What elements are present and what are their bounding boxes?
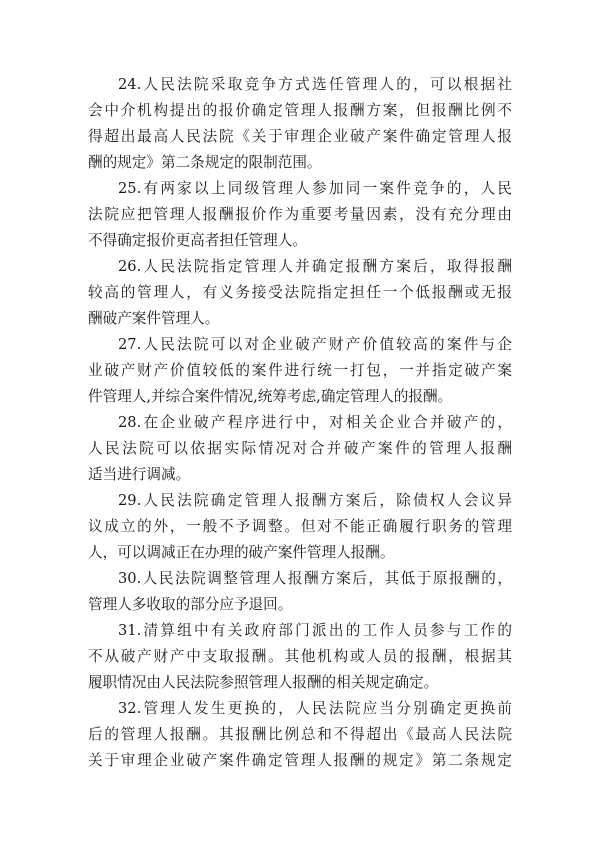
text-line: 27.人民法院可以对企业破产财产价值较高的案件与企 — [118, 336, 512, 353]
text-line: 人民法院可以依据实际情况对合并破产案件的管理人报酬 — [88, 440, 512, 457]
text-line: 适当进行调减。 — [88, 466, 191, 483]
text-line: 业破产财产价值较低的案件进行统一打包，一并指定破产案 — [88, 362, 512, 379]
text-line: 32.管理人发生更换的，人民法院应当分别确定更换前 — [118, 700, 512, 717]
text-line: 议成立的外，一般不予调整。但对不能正确履行职务的管理 — [88, 518, 512, 535]
text-line: 31.清算组中有关政府部门派出的工作人员参与工作的 — [118, 622, 512, 639]
text-line: 关于审理企业破产案件确定管理人报酬的规定》第二条规定 — [88, 752, 512, 769]
text-line: 件管理人,并综合案件情况,统筹考虑,确定管理人的报酬。 — [88, 388, 453, 405]
text-line: 酬的规定》第二条规定的限制范围。 — [88, 154, 322, 171]
text-line: 25.有两家以上同级管理人参加同一案件竞争的，人民 — [118, 180, 512, 197]
text-line: 会中介机构提出的报价确定管理人报酬方案，但报酬比例不 — [88, 102, 512, 119]
text-line: 得超出最高人民法院《关于审理企业破产案件确定管理人报 — [88, 128, 512, 145]
text-line: 人，可以调减正在办理的破产案件管理人报酬。 — [88, 544, 395, 561]
paragraph-30 — [88, 566, 512, 618]
text-line: 24.人民法院采取竞争方式选任管理人的，可以根据社 — [118, 76, 512, 93]
text-line: 后的管理人报酬。其报酬比例总和不得超出《最高人民法院 — [88, 726, 512, 743]
text-line: 30.人民法院调整管理人报酬方案后，其低于原报酬的， — [118, 570, 512, 587]
text-line: 26.人民法院指定管理人并确定报酬方案后，取得报酬 — [118, 258, 512, 275]
paragraph-27 — [88, 332, 512, 410]
paragraph-26 — [88, 254, 512, 332]
paragraph-24 — [88, 72, 512, 176]
text-line: 不得确定报价更高者担任管理人。 — [88, 232, 307, 249]
text-line: 履职情况由人民法院参照管理人报酬的相关规定确定。 — [88, 674, 439, 691]
paragraph-32 — [88, 696, 512, 774]
text-line: 管理人多收取的部分应予退回。 — [88, 596, 293, 613]
text-line: 29.人民法院确定管理人报酬方案后，除债权人会议异 — [118, 492, 512, 509]
text-line: 酬破产案件管理人。 — [88, 310, 220, 327]
paragraph-31 — [88, 618, 512, 696]
paragraph-25 — [88, 176, 512, 254]
text-line: 28.在企业破产程序进行中，对相关企业合并破产的， — [118, 414, 512, 431]
text-line: 不从破产财产中支取报酬。其他机构或人员的报酬，根据其 — [88, 648, 512, 665]
paragraph-29 — [88, 488, 512, 566]
paragraph-28 — [88, 410, 512, 488]
text-line: 较高的管理人，有义务接受法院指定担任一个低报酬或无报 — [88, 284, 512, 301]
text-line: 法院应把管理人报酬报价作为重要考量因素，没有充分理由 — [88, 206, 512, 223]
